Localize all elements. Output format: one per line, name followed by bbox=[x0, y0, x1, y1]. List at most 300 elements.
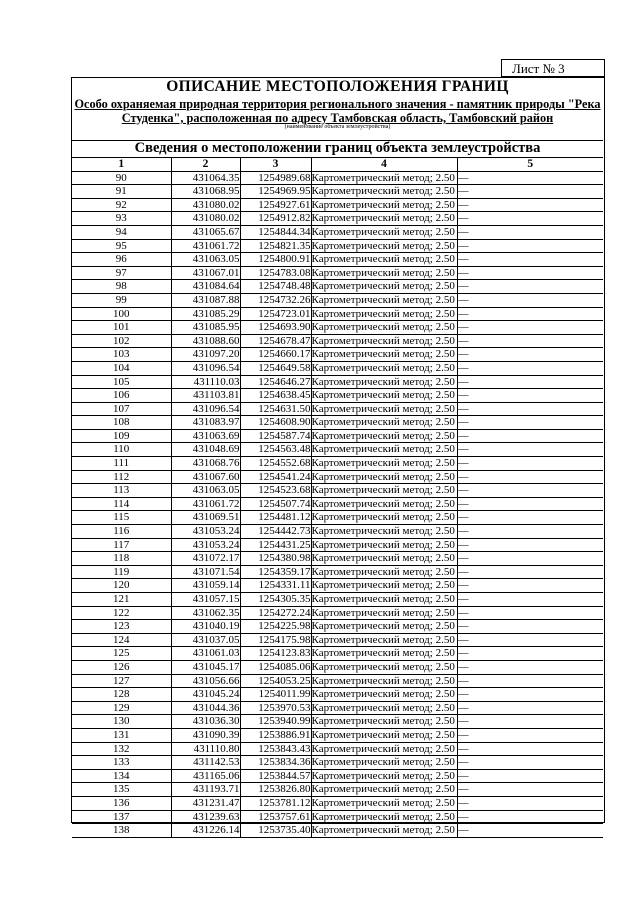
coordinate-x-cell: 431085.95 bbox=[171, 321, 240, 335]
coordinate-x-cell: 431061.72 bbox=[171, 497, 240, 511]
table-row bbox=[72, 225, 603, 239]
table-row bbox=[72, 783, 603, 797]
coordinate-x-cell: 431061.03 bbox=[171, 647, 240, 661]
coordinate-y-cell: 1254608.90 bbox=[240, 416, 311, 430]
coordinate-y-cell: 1254272.24 bbox=[240, 606, 311, 620]
table-row bbox=[72, 212, 603, 226]
point-number-cell: 91 bbox=[72, 185, 171, 199]
method-accuracy-cell: Картометрический метод; 2.50 bbox=[311, 688, 457, 702]
point-number-cell: 117 bbox=[72, 538, 171, 552]
table-row bbox=[72, 198, 603, 212]
table-row bbox=[72, 824, 603, 838]
method-accuracy-cell: Картометрический метод; 2.50 bbox=[311, 348, 457, 362]
method-accuracy-cell: Картометрический метод; 2.50 bbox=[311, 198, 457, 212]
point-description-cell: — bbox=[457, 688, 603, 702]
coordinate-y-cell: 1254541.24 bbox=[240, 470, 311, 484]
point-number-cell: 136 bbox=[72, 796, 171, 810]
point-description-cell: — bbox=[457, 389, 603, 403]
column-header: 5 bbox=[457, 158, 603, 172]
method-accuracy-cell: Картометрический метод; 2.50 bbox=[311, 307, 457, 321]
table-row bbox=[72, 579, 603, 593]
coordinates-table bbox=[72, 157, 603, 838]
coordinate-x-cell: 431056.66 bbox=[171, 674, 240, 688]
method-accuracy-cell: Картометрический метод; 2.50 bbox=[311, 647, 457, 661]
method-accuracy-cell: Картометрический метод; 2.50 bbox=[311, 280, 457, 294]
point-description-cell: — bbox=[457, 402, 603, 416]
object-name-caption: (наименование объекта землеустройства) bbox=[284, 124, 391, 130]
coordinate-y-cell: 1254442.73 bbox=[240, 525, 311, 539]
table-row bbox=[72, 525, 603, 539]
method-accuracy-cell: Картометрический метод; 2.50 bbox=[311, 416, 457, 430]
coordinate-x-cell: 431085.29 bbox=[171, 307, 240, 321]
point-description-cell: — bbox=[457, 552, 603, 566]
coordinate-y-cell: 1254969.95 bbox=[240, 185, 311, 199]
point-number-cell: 135 bbox=[72, 783, 171, 797]
coordinate-y-cell: 1254821.35 bbox=[240, 239, 311, 253]
coordinate-x-cell: 431103.81 bbox=[171, 389, 240, 403]
point-number-cell: 132 bbox=[72, 742, 171, 756]
point-description-cell: — bbox=[457, 538, 603, 552]
point-description-cell: — bbox=[457, 783, 603, 797]
method-accuracy-cell: Картометрический метод; 2.50 bbox=[311, 470, 457, 484]
coordinate-y-cell: 1254783.08 bbox=[240, 266, 311, 280]
table-row bbox=[72, 742, 603, 756]
point-number-cell: 115 bbox=[72, 511, 171, 525]
point-description-cell: — bbox=[457, 212, 603, 226]
method-accuracy-cell: Картометрический метод; 2.50 bbox=[311, 321, 457, 335]
point-description-cell: — bbox=[457, 620, 603, 634]
point-description-cell: — bbox=[457, 484, 603, 498]
point-description-cell: — bbox=[457, 824, 603, 838]
method-accuracy-cell: Картометрический метод; 2.50 bbox=[311, 728, 457, 742]
coordinate-x-cell: 431165.06 bbox=[171, 769, 240, 783]
coordinate-y-cell: 1254053.25 bbox=[240, 674, 311, 688]
point-description-cell: — bbox=[457, 769, 603, 783]
point-number-cell: 114 bbox=[72, 497, 171, 511]
coordinate-x-cell: 431036.30 bbox=[171, 715, 240, 729]
method-accuracy-cell: Картометрический метод; 2.50 bbox=[311, 225, 457, 239]
method-accuracy-cell: Картометрический метод; 2.50 bbox=[311, 593, 457, 607]
point-number-cell: 137 bbox=[72, 810, 171, 824]
coordinate-y-cell: 1254800.91 bbox=[240, 253, 311, 267]
point-number-cell: 118 bbox=[72, 552, 171, 566]
coordinate-y-cell: 1254331.11 bbox=[240, 579, 311, 593]
coordinate-x-cell: 431239.63 bbox=[171, 810, 240, 824]
table-row bbox=[72, 756, 603, 770]
point-description-cell: — bbox=[457, 307, 603, 321]
point-description-cell: — bbox=[457, 457, 603, 471]
table-row bbox=[72, 810, 603, 824]
coordinate-x-cell: 431087.88 bbox=[171, 293, 240, 307]
coordinate-y-cell: 1254523.68 bbox=[240, 484, 311, 498]
point-number-cell: 120 bbox=[72, 579, 171, 593]
coordinate-x-cell: 431142.53 bbox=[171, 756, 240, 770]
coordinate-x-cell: 431080.02 bbox=[171, 212, 240, 226]
coordinate-x-cell: 431110.03 bbox=[171, 375, 240, 389]
coordinate-y-cell: 1254085.06 bbox=[240, 660, 311, 674]
method-accuracy-cell: Картометрический метод; 2.50 bbox=[311, 293, 457, 307]
point-number-cell: 133 bbox=[72, 756, 171, 770]
coordinate-y-cell: 1254912.82 bbox=[240, 212, 311, 226]
point-description-cell: — bbox=[457, 416, 603, 430]
point-number-cell: 90 bbox=[72, 171, 171, 185]
point-number-cell: 125 bbox=[72, 647, 171, 661]
method-accuracy-cell: Картометрический метод; 2.50 bbox=[311, 538, 457, 552]
coordinate-y-cell: 1254431.25 bbox=[240, 538, 311, 552]
coordinate-x-cell: 431067.60 bbox=[171, 470, 240, 484]
method-accuracy-cell: Картометрический метод; 2.50 bbox=[311, 606, 457, 620]
method-accuracy-cell: Картометрический метод; 2.50 bbox=[311, 796, 457, 810]
table-row bbox=[72, 484, 603, 498]
point-description-cell: — bbox=[457, 701, 603, 715]
column-header: 2 bbox=[171, 158, 240, 172]
document-header bbox=[72, 78, 603, 141]
point-description-cell: — bbox=[457, 321, 603, 335]
coordinate-x-cell: 431063.05 bbox=[171, 484, 240, 498]
method-accuracy-cell: Картометрический метод; 2.50 bbox=[311, 239, 457, 253]
point-number-cell: 111 bbox=[72, 457, 171, 471]
coordinate-x-cell: 431231.47 bbox=[171, 796, 240, 810]
coordinate-x-cell: 431048.69 bbox=[171, 443, 240, 457]
point-description-cell: — bbox=[457, 796, 603, 810]
point-number-cell: 95 bbox=[72, 239, 171, 253]
point-number-cell: 103 bbox=[72, 348, 171, 362]
point-number-cell: 106 bbox=[72, 389, 171, 403]
method-accuracy-cell: Картометрический метод; 2.50 bbox=[311, 525, 457, 539]
point-description-cell: — bbox=[457, 633, 603, 647]
point-description-cell: — bbox=[457, 715, 603, 729]
table-row bbox=[72, 402, 603, 416]
point-number-cell: 130 bbox=[72, 715, 171, 729]
point-description-cell: — bbox=[457, 253, 603, 267]
coordinate-y-cell: 1254123.83 bbox=[240, 647, 311, 661]
point-number-cell: 121 bbox=[72, 593, 171, 607]
point-description-cell: — bbox=[457, 647, 603, 661]
coordinate-x-cell: 431053.24 bbox=[171, 525, 240, 539]
coordinate-x-cell: 431069.51 bbox=[171, 511, 240, 525]
coordinate-x-cell: 431083.97 bbox=[171, 416, 240, 430]
point-number-cell: 108 bbox=[72, 416, 171, 430]
coordinate-x-cell: 431072.17 bbox=[171, 552, 240, 566]
point-number-cell: 110 bbox=[72, 443, 171, 457]
table-row bbox=[72, 266, 603, 280]
table-row bbox=[72, 796, 603, 810]
coordinate-x-cell: 431084.64 bbox=[171, 280, 240, 294]
coordinate-y-cell: 1253843.43 bbox=[240, 742, 311, 756]
point-description-cell: — bbox=[457, 280, 603, 294]
coordinate-y-cell: 1253781.12 bbox=[240, 796, 311, 810]
coordinate-x-cell: 431064.35 bbox=[171, 171, 240, 185]
coordinate-x-cell: 431068.95 bbox=[171, 185, 240, 199]
object-name-line-1: Особо охраняемая природная территория регионального значения - памятник природы "Река bbox=[74, 97, 601, 111]
point-description-cell: — bbox=[457, 171, 603, 185]
method-accuracy-cell: Картометрический метод; 2.50 bbox=[311, 824, 457, 838]
point-number-cell: 134 bbox=[72, 769, 171, 783]
method-accuracy-cell: Картометрический метод; 2.50 bbox=[311, 402, 457, 416]
table-row bbox=[72, 375, 603, 389]
point-description-cell: — bbox=[457, 375, 603, 389]
method-accuracy-cell: Картометрический метод; 2.50 bbox=[311, 266, 457, 280]
coordinate-x-cell: 431071.54 bbox=[171, 565, 240, 579]
point-description-cell: — bbox=[457, 497, 603, 511]
table-row bbox=[72, 457, 603, 471]
table-row bbox=[72, 593, 603, 607]
point-description-cell: — bbox=[457, 198, 603, 212]
point-description-cell: — bbox=[457, 429, 603, 443]
table-row bbox=[72, 239, 603, 253]
coordinate-x-cell: 431063.69 bbox=[171, 429, 240, 443]
point-description-cell: — bbox=[457, 334, 603, 348]
table-row bbox=[72, 769, 603, 783]
table-row bbox=[72, 511, 603, 525]
coordinate-y-cell: 1253735.40 bbox=[240, 824, 311, 838]
document-title: ОПИСАНИЕ МЕСТОПОЛОЖЕНИЯ ГРАНИЦ bbox=[166, 78, 509, 95]
coordinate-y-cell: 1253886.91 bbox=[240, 728, 311, 742]
coordinate-y-cell: 1254175.98 bbox=[240, 633, 311, 647]
coordinate-y-cell: 1254587.74 bbox=[240, 429, 311, 443]
coordinate-y-cell: 1254631.50 bbox=[240, 402, 311, 416]
method-accuracy-cell: Картометрический метод; 2.50 bbox=[311, 701, 457, 715]
method-accuracy-cell: Картометрический метод; 2.50 bbox=[311, 565, 457, 579]
table-row bbox=[72, 728, 603, 742]
point-number-cell: 124 bbox=[72, 633, 171, 647]
coordinate-x-cell: 431062.35 bbox=[171, 606, 240, 620]
table-row bbox=[72, 633, 603, 647]
coordinate-y-cell: 1254507.74 bbox=[240, 497, 311, 511]
point-description-cell: — bbox=[457, 742, 603, 756]
table-row bbox=[72, 470, 603, 484]
point-description-cell: — bbox=[457, 443, 603, 457]
method-accuracy-cell: Картометрический метод; 2.50 bbox=[311, 633, 457, 647]
column-header: 3 bbox=[240, 158, 311, 172]
coordinate-y-cell: 1253970.53 bbox=[240, 701, 311, 715]
coordinate-x-cell: 431080.02 bbox=[171, 198, 240, 212]
coordinate-x-cell: 431068.76 bbox=[171, 457, 240, 471]
table-row bbox=[72, 538, 603, 552]
table-row bbox=[72, 307, 603, 321]
method-accuracy-cell: Картометрический метод; 2.50 bbox=[311, 185, 457, 199]
coordinate-x-cell: 431045.17 bbox=[171, 660, 240, 674]
table-row bbox=[72, 321, 603, 335]
point-number-cell: 113 bbox=[72, 484, 171, 498]
point-number-cell: 105 bbox=[72, 375, 171, 389]
coordinate-x-cell: 431065.67 bbox=[171, 225, 240, 239]
coordinate-y-cell: 1254380.98 bbox=[240, 552, 311, 566]
column-header: 4 bbox=[311, 158, 457, 172]
sheet-number-label: Лист № 3 bbox=[501, 59, 605, 77]
point-description-cell: — bbox=[457, 579, 603, 593]
method-accuracy-cell: Картометрический метод; 2.50 bbox=[311, 334, 457, 348]
coordinate-x-cell: 431097.20 bbox=[171, 348, 240, 362]
point-number-cell: 96 bbox=[72, 253, 171, 267]
table-row bbox=[72, 701, 603, 715]
method-accuracy-cell: Картометрический метод; 2.50 bbox=[311, 497, 457, 511]
point-description-cell: — bbox=[457, 565, 603, 579]
table-body bbox=[72, 171, 603, 837]
point-description-cell: — bbox=[457, 593, 603, 607]
coordinate-y-cell: 1254693.90 bbox=[240, 321, 311, 335]
point-number-cell: 112 bbox=[72, 470, 171, 484]
method-accuracy-cell: Картометрический метод; 2.50 bbox=[311, 389, 457, 403]
method-accuracy-cell: Картометрический метод; 2.50 bbox=[311, 552, 457, 566]
method-accuracy-cell: Картометрический метод; 2.50 bbox=[311, 375, 457, 389]
point-number-cell: 119 bbox=[72, 565, 171, 579]
point-number-cell: 122 bbox=[72, 606, 171, 620]
point-number-cell: 104 bbox=[72, 361, 171, 375]
coordinate-y-cell: 1254723.01 bbox=[240, 307, 311, 321]
table-row bbox=[72, 416, 603, 430]
method-accuracy-cell: Картометрический метод; 2.50 bbox=[311, 212, 457, 226]
table-row bbox=[72, 606, 603, 620]
coordinate-y-cell: 1254646.27 bbox=[240, 375, 311, 389]
point-description-cell: — bbox=[457, 525, 603, 539]
coordinate-y-cell: 1254638.45 bbox=[240, 389, 311, 403]
method-accuracy-cell: Картометрический метод; 2.50 bbox=[311, 620, 457, 634]
point-description-cell: — bbox=[457, 239, 603, 253]
point-number-cell: 101 bbox=[72, 321, 171, 335]
coordinate-x-cell: 431193.71 bbox=[171, 783, 240, 797]
point-number-cell: 93 bbox=[72, 212, 171, 226]
method-accuracy-cell: Картометрический метод; 2.50 bbox=[311, 715, 457, 729]
method-accuracy-cell: Картометрический метод; 2.50 bbox=[311, 742, 457, 756]
coordinate-x-cell: 431063.05 bbox=[171, 253, 240, 267]
section-title: Сведения о местоположении границ объекта землеустройства bbox=[72, 140, 603, 158]
table-row bbox=[72, 688, 603, 702]
method-accuracy-cell: Картометрический метод; 2.50 bbox=[311, 783, 457, 797]
method-accuracy-cell: Картометрический метод; 2.50 bbox=[311, 756, 457, 770]
point-number-cell: 128 bbox=[72, 688, 171, 702]
table-row bbox=[72, 715, 603, 729]
point-description-cell: — bbox=[457, 756, 603, 770]
method-accuracy-cell: Картометрический метод; 2.50 bbox=[311, 660, 457, 674]
coordinate-x-cell: 431110.80 bbox=[171, 742, 240, 756]
table-row bbox=[72, 647, 603, 661]
table-row bbox=[72, 171, 603, 185]
table-row bbox=[72, 565, 603, 579]
table-row bbox=[72, 620, 603, 634]
table-row bbox=[72, 389, 603, 403]
table-row bbox=[72, 293, 603, 307]
point-description-cell: — bbox=[457, 511, 603, 525]
coordinate-y-cell: 1254748.48 bbox=[240, 280, 311, 294]
point-number-cell: 98 bbox=[72, 280, 171, 294]
method-accuracy-cell: Картометрический метод; 2.50 bbox=[311, 674, 457, 688]
point-number-cell: 138 bbox=[72, 824, 171, 838]
point-number-cell: 99 bbox=[72, 293, 171, 307]
point-description-cell: — bbox=[457, 660, 603, 674]
table-row bbox=[72, 334, 603, 348]
table-row bbox=[72, 443, 603, 457]
point-number-cell: 109 bbox=[72, 429, 171, 443]
coordinate-y-cell: 1254660.17 bbox=[240, 348, 311, 362]
point-description-cell: — bbox=[457, 606, 603, 620]
point-description-cell: — bbox=[457, 225, 603, 239]
point-number-cell: 123 bbox=[72, 620, 171, 634]
point-description-cell: — bbox=[457, 728, 603, 742]
column-header: 1 bbox=[72, 158, 171, 172]
point-description-cell: — bbox=[457, 348, 603, 362]
coordinate-y-cell: 1254989.68 bbox=[240, 171, 311, 185]
coordinate-x-cell: 431067.01 bbox=[171, 266, 240, 280]
coordinate-y-cell: 1253757.61 bbox=[240, 810, 311, 824]
coordinate-y-cell: 1254011.99 bbox=[240, 688, 311, 702]
object-name-line-2: Студенка", расположенная по адресу Тамбовская область, Тамбовский район bbox=[121, 111, 554, 125]
coordinate-x-cell: 431096.54 bbox=[171, 361, 240, 375]
coordinate-y-cell: 1254649.58 bbox=[240, 361, 311, 375]
coordinate-x-cell: 431044.36 bbox=[171, 701, 240, 715]
method-accuracy-cell: Картометрический метод; 2.50 bbox=[311, 511, 457, 525]
coordinate-y-cell: 1253940.99 bbox=[240, 715, 311, 729]
coordinate-y-cell: 1254732.26 bbox=[240, 293, 311, 307]
method-accuracy-cell: Картометрический метод; 2.50 bbox=[311, 171, 457, 185]
table-row bbox=[72, 253, 603, 267]
coordinate-y-cell: 1254678.47 bbox=[240, 334, 311, 348]
coordinate-x-cell: 431061.72 bbox=[171, 239, 240, 253]
coordinate-y-cell: 1254225.98 bbox=[240, 620, 311, 634]
point-number-cell: 94 bbox=[72, 225, 171, 239]
document-frame bbox=[71, 77, 605, 837]
method-accuracy-cell: Картометрический метод; 2.50 bbox=[311, 579, 457, 593]
point-description-cell: — bbox=[457, 470, 603, 484]
point-description-cell: — bbox=[457, 674, 603, 688]
point-number-cell: 100 bbox=[72, 307, 171, 321]
coordinate-y-cell: 1253834.36 bbox=[240, 756, 311, 770]
coordinate-y-cell: 1254305.35 bbox=[240, 593, 311, 607]
coordinate-y-cell: 1254481.12 bbox=[240, 511, 311, 525]
table-header-row bbox=[72, 158, 603, 172]
point-description-cell: — bbox=[457, 810, 603, 824]
method-accuracy-cell: Картометрический метод; 2.50 bbox=[311, 429, 457, 443]
method-accuracy-cell: Картометрический метод; 2.50 bbox=[311, 253, 457, 267]
table-row bbox=[72, 348, 603, 362]
table-row bbox=[72, 497, 603, 511]
table-row bbox=[72, 660, 603, 674]
table-row bbox=[72, 674, 603, 688]
coordinate-x-cell: 431045.24 bbox=[171, 688, 240, 702]
coordinate-x-cell: 431088.60 bbox=[171, 334, 240, 348]
coordinate-x-cell: 431057.15 bbox=[171, 593, 240, 607]
coordinate-x-cell: 431096.54 bbox=[171, 402, 240, 416]
point-number-cell: 131 bbox=[72, 728, 171, 742]
point-number-cell: 127 bbox=[72, 674, 171, 688]
point-description-cell: — bbox=[457, 361, 603, 375]
coordinate-y-cell: 1254844.34 bbox=[240, 225, 311, 239]
table-row bbox=[72, 361, 603, 375]
method-accuracy-cell: Картометрический метод; 2.50 bbox=[311, 810, 457, 824]
point-number-cell: 107 bbox=[72, 402, 171, 416]
coordinate-y-cell: 1254563.48 bbox=[240, 443, 311, 457]
point-number-cell: 116 bbox=[72, 525, 171, 539]
coordinate-y-cell: 1254359.17 bbox=[240, 565, 311, 579]
point-description-cell: — bbox=[457, 185, 603, 199]
coordinate-y-cell: 1254552.68 bbox=[240, 457, 311, 471]
coordinate-x-cell: 431053.24 bbox=[171, 538, 240, 552]
point-description-cell: — bbox=[457, 266, 603, 280]
point-number-cell: 92 bbox=[72, 198, 171, 212]
coordinate-x-cell: 431226.14 bbox=[171, 824, 240, 838]
table-row bbox=[72, 552, 603, 566]
method-accuracy-cell: Картометрический метод; 2.50 bbox=[311, 457, 457, 471]
point-number-cell: 97 bbox=[72, 266, 171, 280]
coordinate-x-cell: 431090.39 bbox=[171, 728, 240, 742]
table-row bbox=[72, 280, 603, 294]
table-row bbox=[72, 429, 603, 443]
point-number-cell: 126 bbox=[72, 660, 171, 674]
coordinate-x-cell: 431040.19 bbox=[171, 620, 240, 634]
table-row bbox=[72, 185, 603, 199]
coordinate-x-cell: 431059.14 bbox=[171, 579, 240, 593]
point-number-cell: 129 bbox=[72, 701, 171, 715]
